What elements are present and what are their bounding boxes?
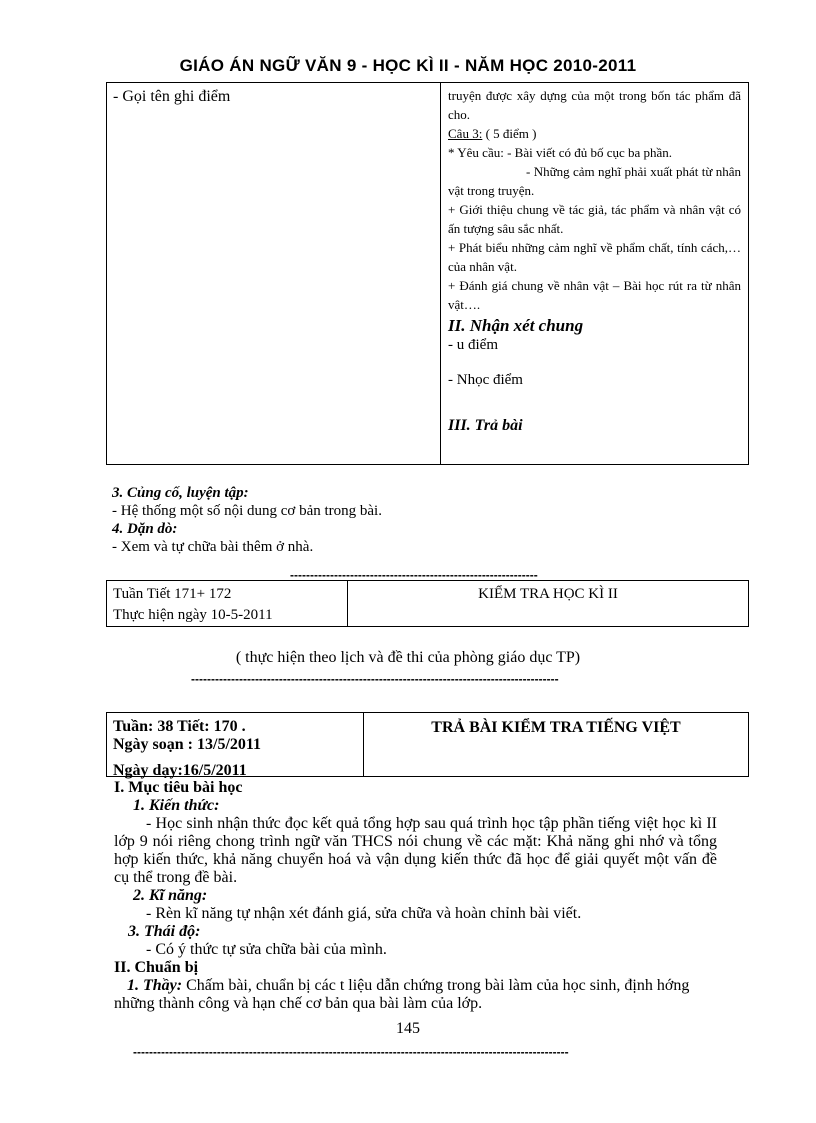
- exam-title: KIỂM TRA HỌC KÌ II: [478, 586, 618, 602]
- section-return-papers: III. Trả bài: [448, 417, 523, 434]
- separator-short: --------------------------------------------------------------: [290, 568, 538, 582]
- question-3-label: Câu 3:: [448, 126, 483, 141]
- preparation-heading: II. Chuẩn bị: [114, 959, 199, 976]
- rubric-line-1: truyện được xây dựng của một trong bốn tác phẩm đã cho.: [448, 88, 741, 122]
- section-general-remarks: II. Nhận xét chung: [448, 316, 584, 335]
- knowledge-heading: 1. Kiến thức:: [133, 797, 220, 814]
- exam-schedule-box: [106, 580, 749, 627]
- question-3: [448, 124, 741, 143]
- grading-table: [106, 82, 749, 465]
- requirement-2: - Những cảm nghĩ phải xuất phát từ nhân vật trong truyện.: [448, 164, 741, 198]
- objectives-heading: I. Mục tiêu bài học: [114, 779, 243, 796]
- grading-table-left-column: [107, 83, 441, 464]
- teacher-label: 1. Thầy:: [127, 977, 183, 994]
- exam-note: ( thực hiện theo lịch và đề thi của phòng giáo dục TP): [235, 649, 581, 666]
- attitude-heading: 3. Thái độ:: [128, 923, 201, 940]
- exam-week-period: Tuần Tiết 171+ 172: [113, 586, 232, 602]
- homework-heading: 4. Dặn dò:: [112, 521, 178, 537]
- grading-table-right-column: [441, 83, 748, 464]
- page-header: GIÁO ÁN NGỮ VĂN 9 - HỌC KÌ II - NĂM HỌC 2010-2011: [179, 56, 637, 75]
- consolidation-line: - Hệ thống một số nội dung cơ bản trong bài.: [112, 503, 382, 519]
- skills-heading: 2. Kĩ năng:: [133, 887, 208, 904]
- attitude-text: - Có ý thức tự sửa chữa bài của mình.: [146, 941, 387, 958]
- lesson-prep-date: Ngày soạn : 13/5/2011: [113, 736, 262, 753]
- teacher-paragraph: [114, 977, 717, 1013]
- skills-text: - Rèn kĩ năng tự nhận xét đánh giá, sửa chữa và hoàn chỉnh bài viết.: [146, 905, 582, 922]
- lesson-week-period: Tuần: 38 Tiết: 170 .: [113, 718, 246, 735]
- consolidation-heading: 3. Củng cố, luyện tập:: [112, 485, 249, 501]
- requirement-1: * Yêu cầu: - Bài viết có đủ bố cục ba phần.: [448, 145, 673, 160]
- teacher-text: Chấm bài, chuẩn bị các t liệu dẫn chứng trong bài làm của học sinh, định hớng những thành công và hạn chế cơ bản qua bài làm của lớp.: [114, 977, 690, 1012]
- homework-line: - Xem và tự chữa bài thêm ở nhà.: [112, 539, 314, 555]
- lesson-title: TRẢ BÀI KIỂM TRA TIẾNG VIỆT: [431, 719, 681, 736]
- lesson-header-box: [106, 712, 749, 777]
- requirement-3: + Giới thiệu chung về tác giả, tác phẩm và nhân vật có ấn tượng sâu sắc nhất.: [448, 202, 741, 236]
- weaknesses-line: - Nhọc điểm: [448, 372, 523, 388]
- page-number: 145: [396, 1020, 420, 1037]
- requirement-4: + Phát biểu những cảm nghĩ về phẩm chất, tính cách,… của nhân vật.: [448, 240, 741, 274]
- left-cell-text: - Gọi tên ghi điểm: [113, 88, 231, 105]
- exam-date: Thực hiện ngày 10-5-2011: [113, 607, 273, 623]
- lesson-body: [114, 779, 717, 1013]
- requirement-5: + Đánh giá chung về nhân vật – Bài học rút ra từ nhân vật….: [448, 278, 741, 312]
- strengths-line: - u điểm: [448, 337, 498, 353]
- separator-bottom: -------------------------------------------------------------------------------------------------------------: [133, 1045, 569, 1059]
- consolidation-block: [112, 485, 712, 557]
- lesson-teach-date: Ngày dạy:16/5/2011: [113, 762, 247, 779]
- knowledge-text: - Học sinh nhận thức đọc kết quả tổng hợp sau quá trình học tập phần tiếng việt học kì II lớp 9 nói riêng chong trình ngữ văn THCS nói chung về các mặt: Khả năng ghi nhớ và tổng hợp kiến thức, khả năng chuyển hoá và vận dụng kiến thức đã học để giải quyết một vấn đề cụ thể trong đề bài.: [114, 815, 717, 886]
- separator-mid: --------------------------------------------------------------------------------------------: [191, 672, 559, 686]
- question-3-points: ( 5 điểm ): [485, 126, 537, 141]
